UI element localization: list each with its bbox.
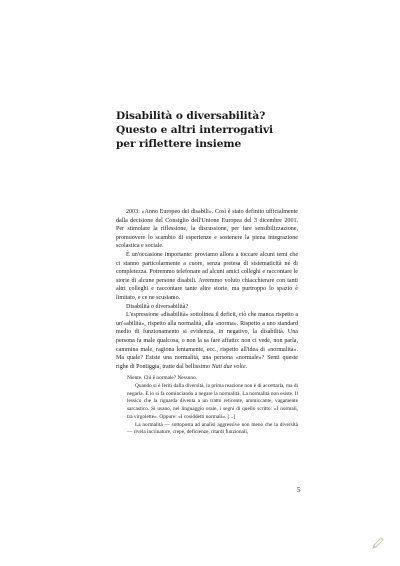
section-heading: Disabilità o diversabilità? bbox=[126, 303, 189, 310]
body-text bbox=[116, 208, 298, 437]
paragraph bbox=[116, 311, 298, 371]
title-line: Disabilità o diversabilità? bbox=[116, 110, 266, 122]
paragraph: 2003: «Anno Europeo dei disabili». Così è stato definito ufficialmente dalla decisione del Consiglio dell'Unione Europea del 3 dicembre 2001. Per stimolare la riflessione, la discussione, per fare sensibilizzazione, promuovere lo scambio di esperienze e sostenere la piena integrazione scolastica e sociale. bbox=[116, 209, 298, 250]
block-quote bbox=[127, 375, 298, 437]
title-line: per riflettere insieme bbox=[116, 138, 242, 150]
quote-paragraph: La normalità — sottoposta ad analisi aggressive non meno che la diversità — rivela incrinature, crepe, deficienze, ritardi funzionali, bbox=[127, 421, 298, 436]
book-title-period: . bbox=[245, 363, 248, 370]
pencil-icon[interactable] bbox=[371, 536, 385, 550]
quote-paragraph: Quando si è feriti dalla diversità, la prima reazione non è di accettarla, ma di negarla. E lo si fa cominciando a negare la normalità. La normalità non esiste. Il lessico che la riguarda diventa a un tratto reticente, ammiccante, vagamente sarcastico. Si usano, nel linguaggio orale, i segni di quello scritto: «I normali, tra virgolette». Oppure: «I cosiddetti normali». [...] bbox=[127, 382, 298, 420]
quote-line: Niente. Chi è normale? Nessuno. bbox=[127, 375, 198, 382]
page-number: 5 bbox=[297, 486, 301, 494]
book-title: Nati due volte bbox=[211, 363, 246, 370]
title-line: Questo e altri interrogativi bbox=[116, 124, 273, 136]
paragraph-text: L'espressione «disabilità» sottolinea il deficit, ciò che manca rispetto a un'«abilità», rispetto alla normalità, alla «norma». Rispetto a uno standard medio di funzionamento si evidenzia, in negativo, la disabilità. Una persona fa male qualcosa, o non la sa fare affatto: non ci vede, non parla, cammina male, ragiona lentamente, ecc., rispetto all'idea di «normalità». Ma quale? Esiste una normalità, una persona «normale»? Senti queste righe di Pontiggia, tratte dal bellissimo bbox=[116, 312, 298, 370]
paragraph: È un'occasione importante: proviamo allora a toccare alcuni temi che ci stanno particolarmente a cuore, senza pretesa di sistematicità né di completezza. Potremmo telefonare ad alcuni amici colleghi e raccontare le storie di alcune persone disabili. Avremmo voluto chiacchierare con tanti altri colleghi e raccontare tante altre storie, ma purtroppo lo spazio è limitato, e ce ne scusiamo. bbox=[116, 251, 298, 301]
chapter-title bbox=[116, 109, 316, 151]
